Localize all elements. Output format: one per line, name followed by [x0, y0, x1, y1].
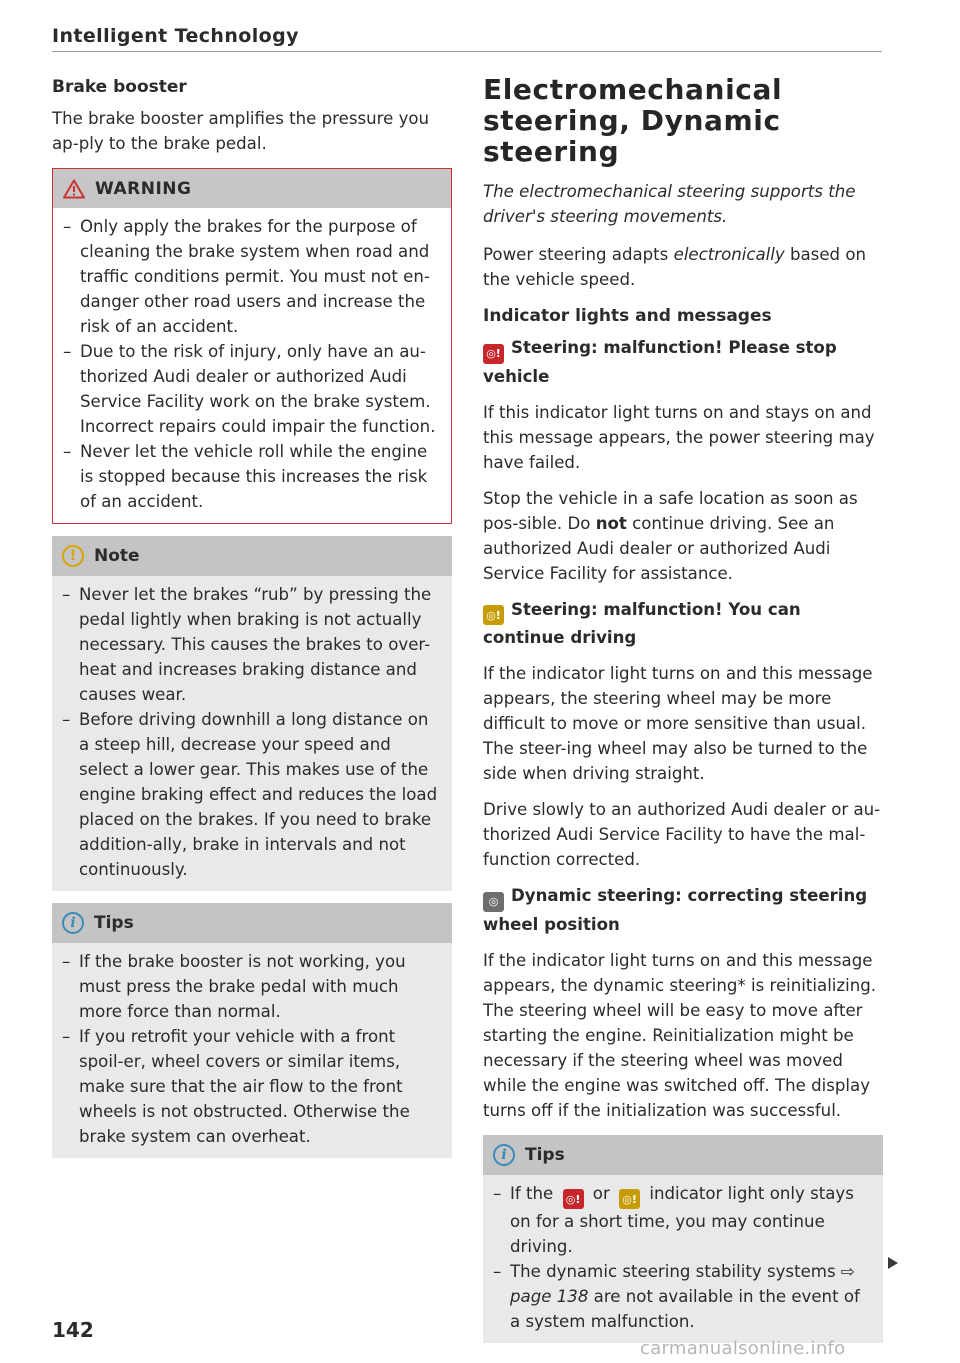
tips-item: – If the ◎! or ◎! indicator light only stays on for a short time, you may continue driving.	[493, 1181, 873, 1260]
page-number: 142	[52, 1318, 94, 1342]
note-exclamation-icon: !	[62, 545, 84, 567]
tips-body	[52, 943, 452, 1158]
warning-label: WARNING	[95, 178, 192, 199]
brake-booster-text: The brake booster amplifies the pressure you ap-ply to the brake pedal.	[52, 109, 430, 153]
page-header	[52, 24, 882, 52]
tips-body	[483, 1175, 883, 1344]
message-dynamic-text: If the indicator light turns on and this message appears, the dynamic steering* is reinitializing. The steering wheel will be easy to move after starting the engine. Reinitialization might be necessary if the steering wheel was moved while the engine was switched off. The display turns off if the initialization was successful.	[483, 950, 877, 1120]
warning-item: – Due to the risk of injury, only have an au-thorized Audi dealer or authorized Audi Service Facility work on the brake system. Incorrect repairs could impair the function.	[63, 339, 441, 439]
continue-arrow-icon	[888, 1257, 898, 1269]
message-stop-action: Stop the vehicle in a safe location as soon as pos-sible. Do not continue driving. See an authorized Audi dealer or authorized Audi Service Facility for assistance.	[483, 488, 858, 583]
left-column	[52, 74, 452, 1158]
tips-item: – If you retrofit your vehicle with a front spoil-er, wheel covers or similar items, make sure that the air flow to the front wheels is not obstructed. Otherwise the brake system can overheat.	[62, 1024, 442, 1149]
indicator-lights-heading: Indicator lights and messages	[483, 306, 772, 326]
tips-info-icon: i	[493, 1144, 515, 1166]
steering-section-title: Electromechanical steering, Dynamic steering	[483, 73, 783, 168]
message-heading-dynamic: ◎ Dynamic steering: correcting steering wheel position	[483, 886, 868, 934]
message-heading-stop: ◎! Steering: malfunction! Please stop vehicle	[483, 338, 837, 386]
note-box	[52, 536, 452, 891]
warning-triangle-icon	[63, 179, 85, 199]
warning-item: – Only apply the brakes for the purpose of cleaning the brake system when road and traffic conditions permit. You must not en-danger other road users and increase the risk of an accident.	[63, 214, 441, 339]
note-item: – Before driving downhill a long distance on a steep hill, decrease your speed and select a lower gear. This makes use of the engine braking effect and reduces the load placed on the brakes. If you need to brake addition-ally, brake in intervals and not continuously.	[62, 707, 442, 882]
brake-booster-heading: Brake booster	[52, 77, 187, 97]
message-stop-text: If this indicator light turns on and stays on and this message appears, the power steering may have failed.	[483, 402, 875, 472]
note-item: – Never let the brakes “rub” by pressing the pedal lightly when braking is not actually necessary. This causes the brakes to over-heat and increases braking distance and causes wear.	[62, 582, 442, 707]
tips-item: – If the brake booster is not working, you must press the brake pedal with much more force than normal.	[62, 949, 442, 1024]
message-continue-action: Drive slowly to an authorized Audi dealer or au-thorized Audi Service Facility to have the mal-function corrected.	[483, 800, 881, 869]
right-column	[483, 74, 883, 1343]
note-label: Note	[94, 546, 140, 566]
tips-label: Tips	[525, 1144, 565, 1165]
power-steering-text: Power steering adapts electronically based on the vehicle speed.	[483, 245, 867, 289]
tips-box-right	[483, 1135, 883, 1344]
steering-wheel-warning-red-icon: ◎!	[563, 1189, 584, 1209]
note-header	[52, 536, 452, 576]
tips-info-icon: i	[62, 912, 84, 934]
message-continue-text: If the indicator light turns on and this message appears, the steering wheel may be more difficult to move or more sensitive than usual. The steer-ing wheel may also be turned to the side when driving straight.	[483, 664, 873, 783]
warning-box	[52, 168, 452, 524]
message-heading-continue: ◎! Steering: malfunction! You can continue driving	[483, 599, 801, 647]
tips-box-left	[52, 903, 452, 1158]
warning-body	[52, 208, 452, 524]
steering-intro: The electromechanical steering supports the driver's steering movements.	[483, 182, 856, 226]
page-reference-link[interactable]: ⇨ page 138	[510, 1262, 855, 1306]
steering-wheel-warning-red-icon: ◎!	[483, 344, 504, 364]
section-title: Intelligent Technology	[52, 25, 299, 47]
tips-item: – The dynamic steering stability systems ⇨ page 138 are not available in the event of a system malfunction.	[493, 1259, 873, 1334]
tips-label: Tips	[94, 913, 134, 933]
note-body	[52, 576, 452, 891]
dynamic-steering-grey-icon: ◎	[483, 892, 504, 912]
watermark: carmanualsonline.info	[640, 1338, 846, 1359]
steering-wheel-warning-yellow-icon: ◎!	[619, 1189, 640, 1209]
steering-wheel-warning-yellow-icon: ◎!	[483, 605, 504, 625]
warning-item: – Never let the vehicle roll while the engine is stopped because this increases the risk of an accident.	[63, 439, 441, 514]
tips-header	[52, 903, 452, 943]
tips-header	[483, 1135, 883, 1175]
warning-header	[52, 168, 452, 208]
